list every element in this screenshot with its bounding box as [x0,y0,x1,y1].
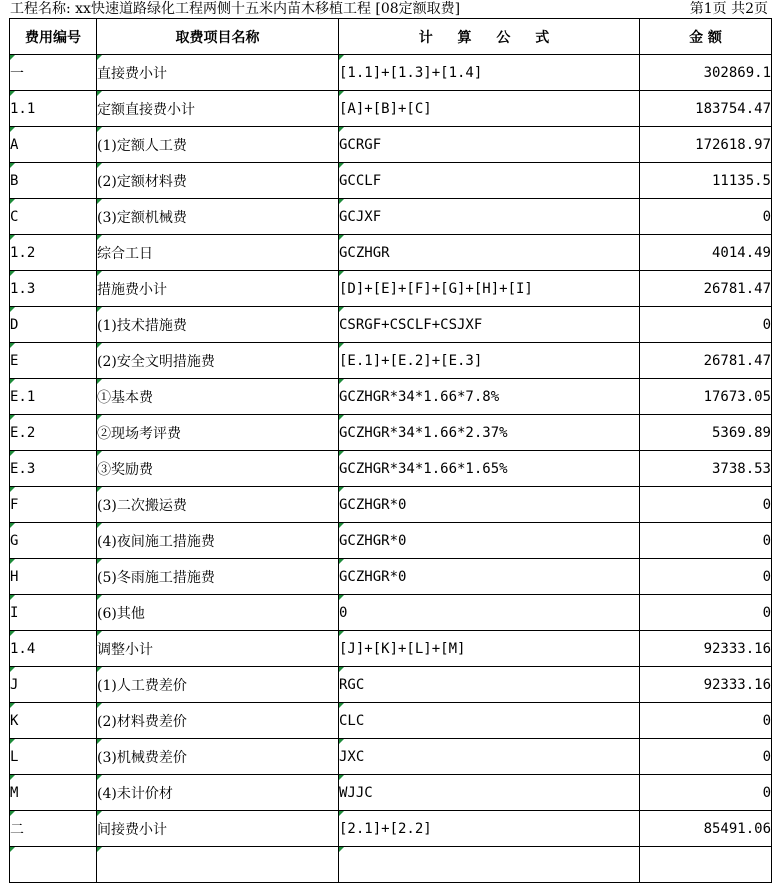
cell-amount[interactable]: 92333.16 [640,631,772,667]
cell-amount[interactable]: 0 [640,559,772,595]
cell-item-name[interactable]: 措施费小计 [97,271,339,307]
table-row [10,811,772,847]
cell-item-name[interactable]: (2)定额材料费 [97,163,339,199]
cell-fee-code[interactable]: A [10,127,97,163]
cell-amount[interactable]: 0 [640,523,772,559]
cell-fee-code[interactable]: H [10,559,97,595]
table-header-row [10,19,772,55]
cell-formula[interactable]: [1.1]+[1.3]+[1.4] [339,55,640,91]
cell-item-name[interactable]: (6)其他 [97,595,339,631]
cell-formula[interactable]: [E.1]+[E.2]+[E.3] [339,343,640,379]
cell-fee-code[interactable]: 1.3 [10,271,97,307]
table-row [10,487,772,523]
page-info: 第1页 共2页 [689,1,768,17]
cell-amount[interactable]: 3738.53 [640,451,772,487]
cell-fee-code[interactable]: E.3 [10,451,97,487]
cell-fee-code[interactable]: L [10,739,97,775]
cell-item-name[interactable]: (3)二次搬运费 [97,487,339,523]
table-row [10,559,772,595]
cell-item-name[interactable]: 间接费小计 [97,811,339,847]
title-bar [0,0,772,18]
cell-formula[interactable]: [2.1]+[2.2] [339,811,640,847]
cell-formula[interactable]: GCZHGR*0 [339,523,640,559]
column-header-amount[interactable]: 金 额 [640,19,772,55]
table-row [10,235,772,271]
cell-fee-code[interactable]: E.2 [10,415,97,451]
cell-fee-code[interactable]: 一 [10,55,97,91]
table-row [10,667,772,703]
cell-fee-code[interactable]: 1.1 [10,91,97,127]
table-body [10,55,772,883]
cell-amount[interactable]: 85491.06 [640,811,772,847]
cell-amount[interactable]: 183754.47 [640,91,772,127]
cell-formula[interactable]: GCZHGR*0 [339,559,640,595]
cell-formula[interactable]: GCRGF [339,127,640,163]
cell-formula[interactable]: [J]+[K]+[L]+[M] [339,631,640,667]
table-row [10,775,772,811]
cell-formula[interactable]: GCZHGR [339,235,640,271]
table-row [10,703,772,739]
cell-fee-code[interactable]: 1.4 [10,631,97,667]
cell-item-name[interactable]: ①基本费 [97,379,339,415]
column-header-name[interactable]: 取费项目名称 [97,19,339,55]
table-row [10,199,772,235]
column-header-formula[interactable]: 计 算 公 式 [339,19,640,55]
table-row [10,127,772,163]
table-row [10,343,772,379]
cell-fee-code[interactable]: 1.2 [10,235,97,271]
table-row [10,523,772,559]
cell-fee-code[interactable]: J [10,667,97,703]
cell-formula[interactable]: WJJC [339,775,640,811]
cell-amount[interactable]: 302869.1 [640,55,772,91]
cell-item-name[interactable]: (3)定额机械费 [97,199,339,235]
cell-amount[interactable]: 172618.97 [640,127,772,163]
cell-amount[interactable]: 0 [640,595,772,631]
cell-item-name[interactable]: (4)夜间施工措施费 [97,523,339,559]
cell-amount[interactable] [640,847,772,883]
cell-fee-code[interactable]: K [10,703,97,739]
cell-item-name[interactable] [97,847,339,883]
table-row [10,739,772,775]
table-row [10,55,772,91]
table-row [10,271,772,307]
cell-item-name[interactable]: ③奖励费 [97,451,339,487]
cell-formula[interactable]: GCZHGR*34*1.66*2.37% [339,415,640,451]
table-row [10,847,772,883]
cell-fee-code[interactable]: C [10,199,97,235]
cell-item-name[interactable]: (4)未计价材 [97,775,339,811]
table-row [10,379,772,415]
cell-amount[interactable]: 26781.47 [640,343,772,379]
cell-amount[interactable]: 0 [640,307,772,343]
cell-amount[interactable]: 4014.49 [640,235,772,271]
cell-formula[interactable]: GCCLF [339,163,640,199]
cell-fee-code[interactable]: M [10,775,97,811]
cell-amount[interactable]: 0 [640,703,772,739]
cell-amount[interactable]: 0 [640,487,772,523]
cell-formula[interactable]: GCZHGR*34*1.66*7.8% [339,379,640,415]
cell-fee-code[interactable]: B [10,163,97,199]
table-row [10,163,772,199]
cell-item-name[interactable]: 直接费小计 [97,55,339,91]
cell-fee-code[interactable]: D [10,307,97,343]
cell-formula[interactable]: [A]+[B]+[C] [339,91,640,127]
cell-amount[interactable]: 0 [640,775,772,811]
table-row [10,451,772,487]
cell-formula[interactable]: CLC [339,703,640,739]
cell-item-name[interactable]: (1)定额人工费 [97,127,339,163]
project-title: 工程名称: xx快速道路绿化工程两侧十五米内苗木移植工程 [08定额取费] [10,1,461,17]
cell-fee-code[interactable]: I [10,595,97,631]
table-row [10,595,772,631]
cell-item-name[interactable]: 调整小计 [97,631,339,667]
cell-amount[interactable]: 11135.5 [640,163,772,199]
cell-fee-code[interactable]: E [10,343,97,379]
cell-fee-code[interactable]: F [10,487,97,523]
cell-formula[interactable]: RGC [339,667,640,703]
cell-fee-code[interactable]: 二 [10,811,97,847]
cell-formula[interactable]: GCJXF [339,199,640,235]
cell-item-name[interactable]: (5)冬雨施工措施费 [97,559,339,595]
table-row [10,91,772,127]
cell-amount[interactable]: 92333.16 [640,667,772,703]
cell-formula[interactable]: 0 [339,595,640,631]
column-header-code[interactable]: 费用编号 [10,19,97,55]
cell-fee-code[interactable]: G [10,523,97,559]
cell-formula[interactable]: JXC [339,739,640,775]
cell-formula[interactable]: GCZHGR*34*1.66*1.65% [339,451,640,487]
cell-item-name[interactable]: 综合工日 [97,235,339,271]
cell-amount[interactable]: 5369.89 [640,415,772,451]
table-row [10,631,772,667]
cell-formula[interactable] [339,847,640,883]
cell-amount[interactable]: 0 [640,739,772,775]
cell-formula[interactable]: CSRGF+CSCLF+CSJXF [339,307,640,343]
cell-item-name[interactable]: (3)机械费差价 [97,739,339,775]
cell-formula[interactable]: GCZHGR*0 [339,487,640,523]
cell-item-name[interactable]: (1)技术措施费 [97,307,339,343]
cell-fee-code[interactable]: E.1 [10,379,97,415]
table-row [10,415,772,451]
cell-item-name[interactable]: (2)材料费差价 [97,703,339,739]
cell-amount[interactable]: 26781.47 [640,271,772,307]
cell-item-name[interactable]: 定额直接费小计 [97,91,339,127]
cell-item-name[interactable]: (2)安全文明措施费 [97,343,339,379]
fee-table [9,18,772,883]
cell-formula[interactable]: [D]+[E]+[F]+[G]+[H]+[I] [339,271,640,307]
cell-item-name[interactable]: ②现场考评费 [97,415,339,451]
cell-amount[interactable]: 0 [640,199,772,235]
table-row [10,307,772,343]
cell-amount[interactable]: 17673.05 [640,379,772,415]
cell-item-name[interactable]: (1)人工费差价 [97,667,339,703]
cell-fee-code[interactable] [10,847,97,883]
